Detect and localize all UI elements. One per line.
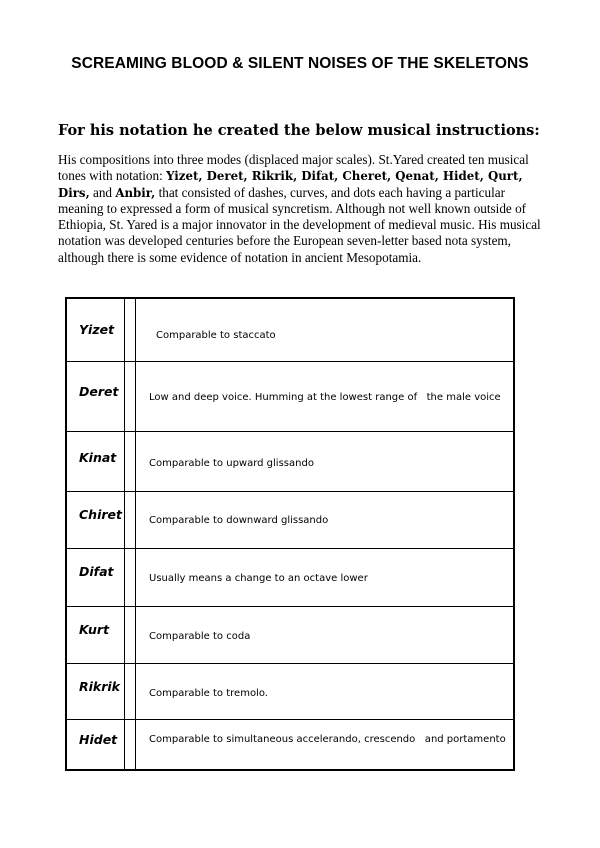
intro-bold-last: Anbir,	[115, 185, 156, 200]
table-row	[67, 607, 513, 664]
intro-text-2: and	[89, 184, 116, 200]
table-row	[67, 362, 513, 432]
column-divider	[125, 299, 136, 361]
notation-description: Comparable to tremolo.	[149, 688, 268, 699]
intro-text-3: that consisted of dashes, curves, and dots each having a particular meaning to expressed a form of musical syncretism. Although not well known outside of Ethiopia, St. Yared is a major innovator in the development of medieval music. His musical notation was developed centuries before the European seven-letter based nota system, although there is some evidence of notation in ancient Mesopotamia.	[58, 184, 541, 265]
intro-paragraph	[58, 152, 544, 266]
column-divider	[125, 432, 136, 491]
notation-name: Hidet	[67, 720, 125, 769]
intro-bold-terms: Yizet, Deret, Rikrik, Difat, Cheret, Qenat, Hidet, Qurt, Dirs,	[58, 169, 523, 200]
notation-table	[65, 297, 515, 771]
notation-description: Low and deep voice. Humming at the lowest range of the male voice	[149, 392, 501, 403]
table-row	[67, 492, 513, 549]
notation-name: Rikrik	[67, 664, 125, 719]
notation-description: Usually means a change to an octave lower	[149, 573, 368, 584]
notation-description: Comparable to coda	[149, 631, 251, 642]
notation-name: Chiret	[67, 492, 125, 548]
notation-description: Comparable to upward glissando	[149, 458, 314, 469]
notation-description: Comparable to staccato	[156, 330, 276, 341]
notation-description: Comparable to downward glissando	[149, 515, 329, 526]
notation-name: Difat	[67, 549, 125, 606]
page-title: SCREAMING BLOOD & SILENT NOISES OF THE SKELETONS	[71, 55, 529, 72]
column-divider	[125, 664, 136, 719]
table-row	[67, 664, 513, 720]
column-divider	[125, 720, 136, 769]
table-row	[67, 299, 513, 362]
notation-name: Yizet	[67, 299, 125, 361]
notation-name: Deret	[67, 362, 125, 431]
table-row	[67, 432, 513, 492]
table-row	[67, 549, 513, 607]
section-heading: For his notation he created the below musical instructions:	[58, 122, 540, 139]
notation-description: Comparable to simultaneous accelerando, crescendo and portamento	[149, 734, 506, 745]
notation-name: Kurt	[67, 607, 125, 663]
column-divider	[125, 492, 136, 548]
column-divider	[125, 362, 136, 431]
table-row	[67, 720, 513, 769]
intro-text-1: His compositions into three modes (displaced major scales). St.Yared created ten musical tones with notation:	[58, 152, 529, 184]
column-divider	[125, 549, 136, 606]
notation-name: Kinat	[67, 432, 125, 491]
column-divider	[125, 607, 136, 663]
